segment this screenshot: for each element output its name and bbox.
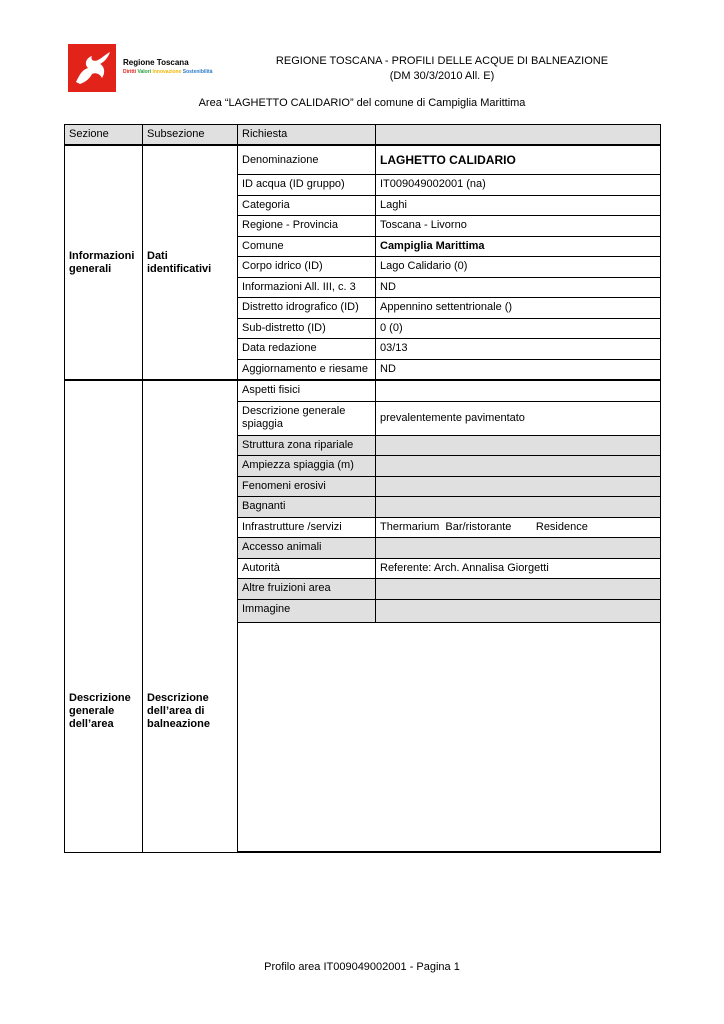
- table-row: [65, 380, 661, 401]
- subsection-cell: Descrizione dell’area di balneazione: [143, 380, 238, 852]
- field-label: Ampiezza spiaggia (m): [238, 456, 376, 477]
- subsection-cell: Dati identificativi: [143, 145, 238, 380]
- field-value: ND: [376, 359, 661, 380]
- field-value: IT009049002001 (na): [376, 175, 661, 196]
- field-value: Laghi: [376, 195, 661, 216]
- field-label: Struttura zona ripariale: [238, 435, 376, 456]
- table-row: [65, 145, 661, 175]
- header-line-2: (DM 30/3/2010 All. E): [389, 70, 495, 82]
- logo-name: Regione Toscana: [123, 58, 189, 67]
- logo-tagline: [123, 69, 213, 75]
- field-value: ND: [376, 277, 661, 298]
- field-label: Fenomeni erosivi: [238, 476, 376, 497]
- section-cell: Descrizione generale dell’area: [65, 380, 143, 852]
- field-label: Sub-distretto (ID): [238, 318, 376, 339]
- column-header: Subsezione: [143, 125, 238, 146]
- page-footer: Profilo area IT009049002001 - Pagina 1: [264, 961, 460, 973]
- field-label: Corpo idrico (ID): [238, 257, 376, 278]
- column-header: [376, 125, 661, 146]
- field-label: Descrizione generale spiaggia: [238, 401, 376, 435]
- section-cell: Informazioni generali: [65, 145, 143, 380]
- field-value: Campiglia Marittima: [376, 236, 661, 257]
- field-value: [376, 476, 661, 497]
- image-placeholder: [238, 623, 661, 853]
- field-label: Autorità: [238, 558, 376, 579]
- field-value: Toscana - Livorno: [376, 216, 661, 237]
- field-label: Aggiornamento e riesame: [238, 359, 376, 380]
- regione-toscana-logo: [68, 44, 218, 92]
- field-label: Altre fruizioni area: [238, 579, 376, 600]
- column-header: Sezione: [65, 125, 143, 146]
- profile-table: [64, 124, 661, 853]
- field-label: Regione - Provincia: [238, 216, 376, 237]
- field-label: Comune: [238, 236, 376, 257]
- field-value: Lago Calidario (0): [376, 257, 661, 278]
- field-label: Denominazione: [238, 145, 376, 175]
- field-value: [376, 579, 661, 600]
- field-label: Bagnanti: [238, 497, 376, 518]
- field-value: prevalentemente pavimentato: [376, 401, 661, 435]
- logo-tagline-word: Diritti: [123, 69, 137, 75]
- field-value: [376, 435, 661, 456]
- field-value: [376, 538, 661, 559]
- field-value: Appennino settentrionale (): [376, 298, 661, 319]
- field-label: Accesso animali: [238, 538, 376, 559]
- field-value: [376, 497, 661, 518]
- field-value: Referente: Arch. Annalisa Giorgetti: [376, 558, 661, 579]
- field-value: [376, 456, 661, 477]
- area-title: Area “LAGHETTO CALIDARIO” del comune di Campiglia Marittima: [198, 97, 526, 109]
- field-label: Distretto idrografico (ID): [238, 298, 376, 319]
- field-label: ID acqua (ID gruppo): [238, 175, 376, 196]
- field-value: LAGHETTO CALIDARIO: [376, 145, 661, 175]
- column-header: Richiesta: [238, 125, 376, 146]
- field-value: 03/13: [376, 339, 661, 360]
- field-label: Infrastrutture /servizi: [238, 517, 376, 538]
- field-label: Informazioni All. III, c. 3: [238, 277, 376, 298]
- logo-tagline-word: Valori: [137, 69, 152, 75]
- field-label: Immagine: [238, 599, 376, 623]
- pegasus-logo-icon: [68, 44, 116, 92]
- header-line-1: REGIONE TOSCANA - PROFILI DELLE ACQUE DI BALNEAZIONE: [275, 55, 609, 67]
- field-label: Aspetti fisici: [238, 380, 376, 401]
- field-value: [376, 380, 661, 401]
- field-value: 0 (0): [376, 318, 661, 339]
- field-value: [376, 599, 661, 623]
- field-label: Data redazione: [238, 339, 376, 360]
- field-label: Categoria: [238, 195, 376, 216]
- logo-tagline-word: Sostenibilità: [182, 69, 213, 75]
- table-header-row: [65, 125, 661, 146]
- field-value: Thermarium Bar/ristorante Residence: [376, 517, 661, 538]
- logo-tagline-word: Innovazione: [152, 69, 182, 75]
